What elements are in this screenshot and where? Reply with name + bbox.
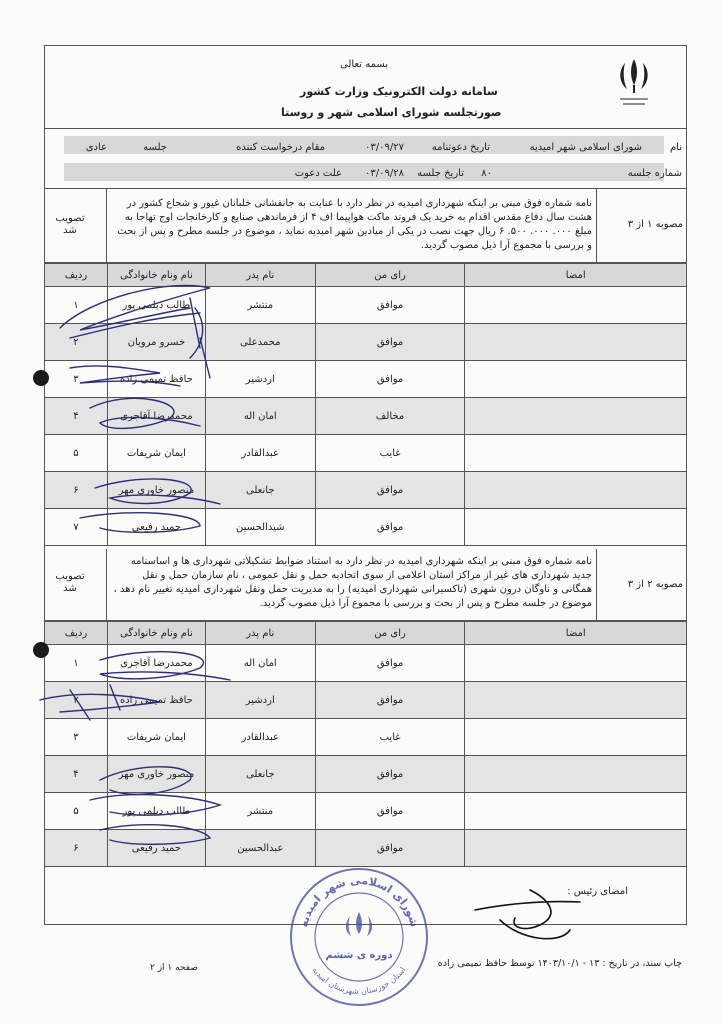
column-header-father: نام پدر (205, 622, 315, 645)
column-header-signature: امضا (465, 264, 687, 287)
name-cell: محمدرضا آقاجری (107, 645, 205, 682)
signature-cell (465, 756, 687, 793)
name-cell: منصور خاوری مهر (107, 472, 205, 509)
system-name: سامانه دولت الکترونیک وزارت کشور (300, 85, 498, 98)
name-cell: حمید رفیعی (107, 509, 205, 546)
name-cell: محمدرضا آقاجری (107, 398, 205, 435)
reason-label: علت دعوت (294, 168, 342, 179)
signature-cell (465, 287, 687, 324)
stamp-bottom-text: استان خوزستان شهرستان امیدیه (310, 965, 408, 997)
column-header-vote: رای من (315, 264, 465, 287)
father-cell: امان اله (205, 398, 315, 435)
table-row (45, 756, 687, 793)
table-row (45, 509, 687, 546)
session-date: ۰۳/۰۹/۲۸ (365, 168, 404, 179)
father-cell: اردشیر (205, 682, 315, 719)
father-cell: اردشیر (205, 361, 315, 398)
resolution-2-label: مصوبه (655, 579, 683, 590)
column-header-name: نام ونام خانوادگی (107, 264, 205, 287)
father-cell: منتشر (205, 793, 315, 830)
table-row (45, 830, 687, 867)
resolution-2-status: تصویب شد (55, 571, 85, 594)
vote-cell: موافق (315, 645, 465, 682)
signature-cell (465, 645, 687, 682)
vote-cell: غایب (315, 719, 465, 756)
father-cell: عبدالقادر (205, 719, 315, 756)
table-row (45, 645, 687, 682)
vote-cell: موافق (315, 756, 465, 793)
row-number-cell: ۶ (45, 830, 108, 867)
name-cell: طالب دیلمی پور (107, 287, 205, 324)
column-header-father: نام پدر (205, 264, 315, 287)
session-date-label: تاریخ جلسه (417, 168, 464, 179)
father-cell: منتشر (205, 287, 315, 324)
official-stamp (288, 866, 430, 1008)
table-row (45, 287, 687, 324)
signature-cell (465, 509, 687, 546)
iran-emblem-icon (612, 55, 656, 111)
resolution-2 (44, 549, 687, 621)
invite-date-label: تاریخ دعوتنامه (431, 142, 490, 153)
document-header (44, 45, 687, 129)
bismillah: بسمه تعالی (340, 59, 389, 70)
table-row (45, 472, 687, 509)
row-number-cell: ۴ (45, 398, 108, 435)
session-label: جلسه (143, 142, 167, 153)
column-header-row: ردیف (45, 622, 108, 645)
resolution-2-of: از (636, 579, 644, 590)
row-number-cell: ۴ (45, 756, 108, 793)
document-title: صورتجلسه شورای اسلامی شهر و روستا (281, 106, 502, 119)
row-number-cell: ۵ (45, 793, 108, 830)
name-cell: حافظ تمیمی زاده (107, 682, 205, 719)
signature-cell (465, 435, 687, 472)
name-cell: خسرو مرویان (107, 324, 205, 361)
resolution-2-total: ۳ (627, 579, 634, 590)
resolution-1-label: مصوبه (655, 219, 683, 230)
father-cell: محمدعلی (205, 324, 315, 361)
column-header-vote: رای من (315, 622, 465, 645)
signature-cell (465, 361, 687, 398)
vote-cell: مخالف (315, 398, 465, 435)
father-cell: شیدالحسین (205, 509, 315, 546)
table-row (45, 324, 687, 361)
vote-cell: موافق (315, 324, 465, 361)
council-name-label: نام (669, 142, 682, 153)
table-row (45, 361, 687, 398)
father-cell: امان اله (205, 645, 315, 682)
vote-cell: موافق (315, 472, 465, 509)
father-cell: عبدالحسین (205, 830, 315, 867)
vote-cell: موافق (315, 509, 465, 546)
table-row (45, 682, 687, 719)
table-header-row (45, 264, 687, 287)
resolution-1-total: ۳ (627, 219, 634, 230)
resolution-1-index: ۱ (647, 219, 653, 230)
signature-cell (465, 719, 687, 756)
vote-cell: موافق (315, 287, 465, 324)
row-number-cell: ۲ (45, 324, 108, 361)
name-cell: ایمان شریفات (107, 719, 205, 756)
row-number-cell: ۳ (45, 361, 108, 398)
signature-cell (465, 324, 687, 361)
father-cell: عبدالقادر (205, 435, 315, 472)
page-number: صفحه ۱ از ۲ (150, 963, 198, 973)
vote-cell: موافق (315, 682, 465, 719)
requester-label: مقام درخواست کننده (236, 142, 325, 153)
resolution-2-vote-table (44, 621, 687, 867)
row-number-cell: ۲ (45, 682, 108, 719)
father-cell: جانعلی (205, 756, 315, 793)
resolution-1-text: نامه شماره فوق مبنی بر اینکه شهرداری امیدیه در نظر دارد با عنایت به جانفشانی خلبانان غیور و شجاع کشور در هشت سال دفاع مقدس اقدام به خرید یک فروند ماکت هواپیما اف ۴ از فرماندهی صنایع و کارخانجات اوج تهاجا به مبلغ ۰۰۰. ۰۰۰. ۵۰۰. ۶ ریال جهت نصب در یکی از میادین شهر امیدیه نماید ، موضوع در جلسه مطرح و پس از بحث و بررسی با مجموع آرا ذیل مصوب گردید. (117, 198, 592, 251)
table-row (45, 793, 687, 830)
stamp-top-text: شورای اسلامی شهر امیدیه (296, 873, 422, 929)
session-number: ۸۰ (481, 168, 492, 179)
row-number-cell: ۵ (45, 435, 108, 472)
signature-cell (465, 793, 687, 830)
print-line: چاپ سند، در تاریخ : ۱۳ - ۱۴۰۳/۱۰/۱ توسط حافظ تمیمی زاده (437, 958, 682, 969)
vote-cell: موافق (315, 830, 465, 867)
resolution-2-index: ۲ (647, 579, 653, 590)
name-cell: طالب دیلمی پور (107, 793, 205, 830)
name-cell: منصور خاوری مهر (107, 756, 205, 793)
name-cell: ایمان شریفات (107, 435, 205, 472)
resolution-2-text: نامه شماره فوق مبنی بر اینکه شهرداری امیدیه در نظر دارد به استناد ضوابط تشکیلاتی شهرداری ها و اساسنامه جدید شهرداری های غیر از مراکز استان اعلامی از سوی اتحادیه حمل و نقل عمومی ، نام سازمان حمل و نقل همگانی و ناوگان درون شهری (تاکسیرانی شهرداری امیدیه) را به مدیریت حمل ونقل شهرداری امیدیه تغییر نام دهد ، موضوع در جلسه مطرح و پس از بحث و بررسی با مجموع آرا ذیل مصوب گردید. (113, 556, 592, 609)
vote-cell: غایب (315, 435, 465, 472)
row-number-cell: ۳ (45, 719, 108, 756)
chair-signature-label: امضای رئیس : (567, 886, 628, 897)
vote-cell: موافق (315, 361, 465, 398)
signature-cell (465, 398, 687, 435)
signature-cell (465, 472, 687, 509)
row-number-cell: ۱ (45, 287, 108, 324)
column-header-name: نام ونام خانوادگی (107, 622, 205, 645)
table-row (45, 398, 687, 435)
session-info (44, 129, 687, 189)
row-number-cell: ۷ (45, 509, 108, 546)
punch-hole (33, 370, 49, 386)
resolution-1 (44, 189, 687, 263)
table-header-row (45, 622, 687, 645)
session-number-label: شماره جلسه (627, 168, 682, 179)
resolution-1-of: از (636, 219, 644, 230)
session-type: عادی (85, 142, 107, 153)
resolution-1-vote-table (44, 263, 687, 546)
column-header-signature: امضا (465, 622, 687, 645)
column-header-row: ردیف (45, 264, 108, 287)
signature-cell (465, 830, 687, 867)
signature-cell (465, 682, 687, 719)
invite-date: ۰۳/۰۹/۲۷ (365, 142, 404, 153)
name-cell: حافظ تمیمی زاده (107, 361, 205, 398)
table-row (45, 719, 687, 756)
name-cell: حمید رفیعی (107, 830, 205, 867)
punch-hole (33, 642, 49, 658)
row-number-cell: ۶ (45, 472, 108, 509)
resolution-1-status: تصویب شد (55, 213, 85, 236)
father-cell: جانعلی (205, 472, 315, 509)
council-name: شورای اسلامی شهر امیدیه (529, 142, 642, 153)
table-row (45, 435, 687, 472)
stamp-middle-text: دوره ی ششم (325, 950, 393, 961)
vote-cell: موافق (315, 793, 465, 830)
row-number-cell: ۱ (45, 645, 108, 682)
info-row-2-shade (64, 163, 664, 181)
